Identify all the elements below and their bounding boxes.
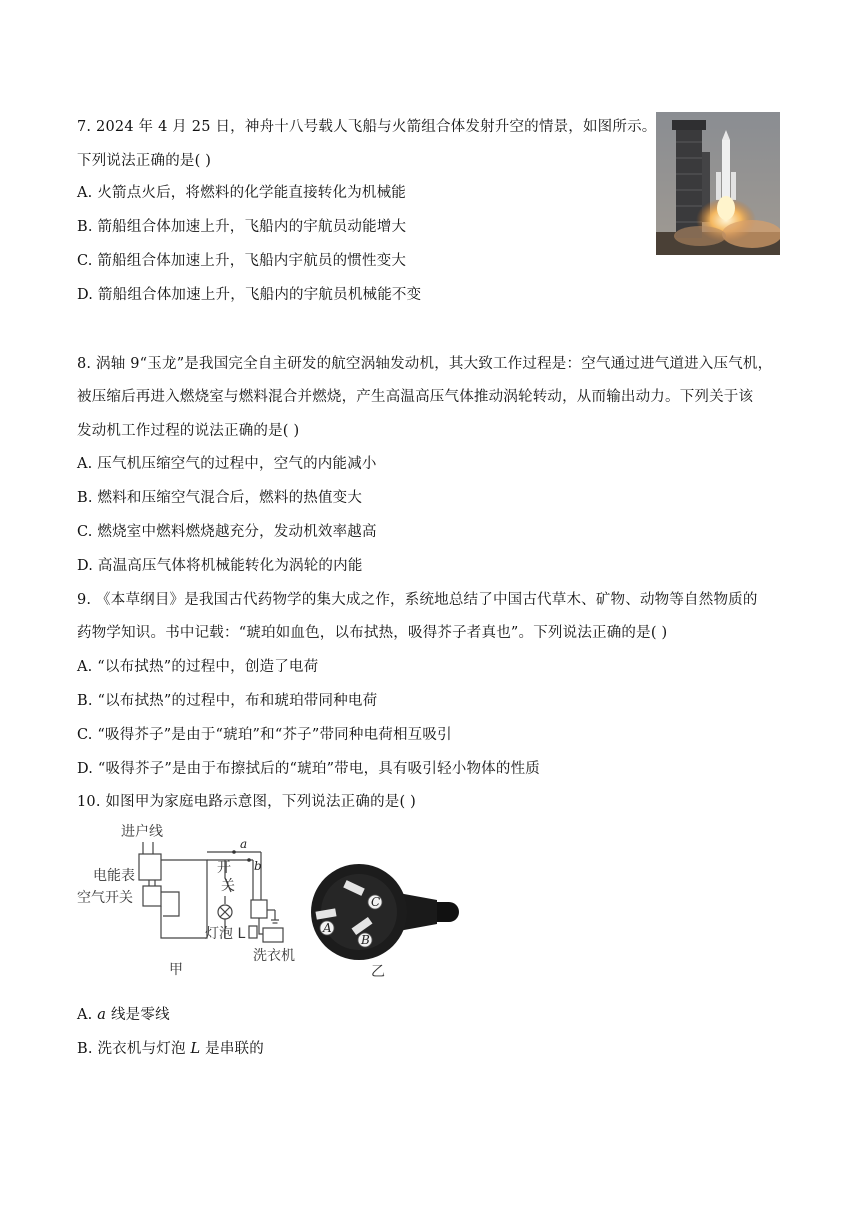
q10-option-b-prefix: B. 洗衣机与灯泡 <box>77 1041 191 1057</box>
label-wire-a: a <box>240 837 248 851</box>
q10-option-a-prefix: A. <box>77 1007 98 1023</box>
q8-stem-line3: 发动机工作过程的说法正确的是( ) <box>77 423 300 439</box>
q9-stem-line2: 药物学知识。书中记载：“琥珀如血色，以布拭热，吸得芥子者真也”。下列说法正确的是( ) <box>77 625 668 641</box>
pin-label-b: B <box>361 933 370 947</box>
caption-jia: 甲 <box>169 962 183 978</box>
q7-option-b: B. 箭船组合体加速上升，飞船内的宇航员动能增大 <box>77 219 407 235</box>
label-air-switch: 空气开关 <box>77 890 133 906</box>
label-bulb: 灯泡 L <box>205 926 246 942</box>
label-switch-2: 关 <box>221 878 235 894</box>
label-wire-b: b <box>254 859 262 873</box>
q8-option-a: A. 压气机压缩空气的过程中，空气的内能减小 <box>77 456 377 472</box>
q7-stem-line1: 7. 2024 年 4 月 25 日，神舟十八号载人飞船与火箭组合体发射升空的情景，如图所示。 <box>77 119 657 135</box>
q8-option-b: B. 燃料和压缩空气混合后，燃料的热值变大 <box>77 490 363 506</box>
label-incoming-line: 进户线 <box>121 824 163 840</box>
label-electric-meter: 电能表 <box>93 868 135 884</box>
rocket-launch-image <box>656 112 780 255</box>
q10-option-a-var: a <box>97 1007 107 1023</box>
rocket-launch-photo <box>656 112 780 255</box>
q10-option-b-var: L <box>190 1041 201 1057</box>
pin-label-c: C <box>371 895 381 909</box>
household-circuit-figure <box>77 820 477 985</box>
q8-option-c: C. 燃烧室中燃料燃烧越充分，发动机效率越高 <box>77 524 377 540</box>
q7-stem-line2: 下列说法正确的是( ) <box>77 153 212 169</box>
q8-stem-line2: 被压缩后再进入燃烧室与燃料混合并燃烧，产生高温高压气体推动涡轮转动，从而输出动力。下列关于该 <box>77 389 754 405</box>
q9-option-c: C. “吸得芥子”是由于“琥珀”和“芥子”带同种电荷相互吸引 <box>77 727 452 743</box>
q10-option-b <box>77 1037 264 1058</box>
q9-option-d: D. “吸得芥子”是由于布擦拭后的“琥珀”带电，具有吸引轻小物体的性质 <box>77 761 540 777</box>
q7-option-a: A. 火箭点火后，将燃料的化学能直接转化为机械能 <box>77 185 406 201</box>
q8-option-d: D. 高温高压气体将机械能转化为涡轮的内能 <box>77 558 363 574</box>
label-switch-1: 开 <box>217 860 231 876</box>
q7-option-d: D. 箭船组合体加速上升，飞船内的宇航员机械能不变 <box>77 287 422 303</box>
q9-option-b: B. “以布拭热”的过程中，布和琥珀带同种电荷 <box>77 693 378 709</box>
label-washer: 洗衣机 <box>253 948 295 964</box>
three-pin-plug <box>311 864 459 960</box>
q9-stem-line1: 9. 《本草纲目》是我国古代药物学的集大成之作，系统地总结了中国古代草木、矿物、动物等自然物质的 <box>77 592 758 608</box>
q10-option-a-text: 线是零线 <box>106 1007 170 1023</box>
q8-stem-line1: 8. 涡轴 9“玉龙”是我国完全自主研发的航空涡轴发动机，其大致工作过程是：空气通过进气道进入压气机， <box>77 356 773 372</box>
q7-option-c: C. 箭船组合体加速上升，飞船内宇航员的惯性变大 <box>77 253 407 269</box>
pin-label-a: A <box>323 921 332 935</box>
caption-yi: 乙 <box>371 964 385 980</box>
q10-option-b-text: 是串联的 <box>200 1041 264 1057</box>
q9-option-a: A. “以布拭热”的过程中，创造了电荷 <box>77 659 319 675</box>
q10-option-a <box>77 1003 170 1024</box>
q10-stem: 10. 如图甲为家庭电路示意图，下列说法正确的是( ) <box>77 794 416 810</box>
